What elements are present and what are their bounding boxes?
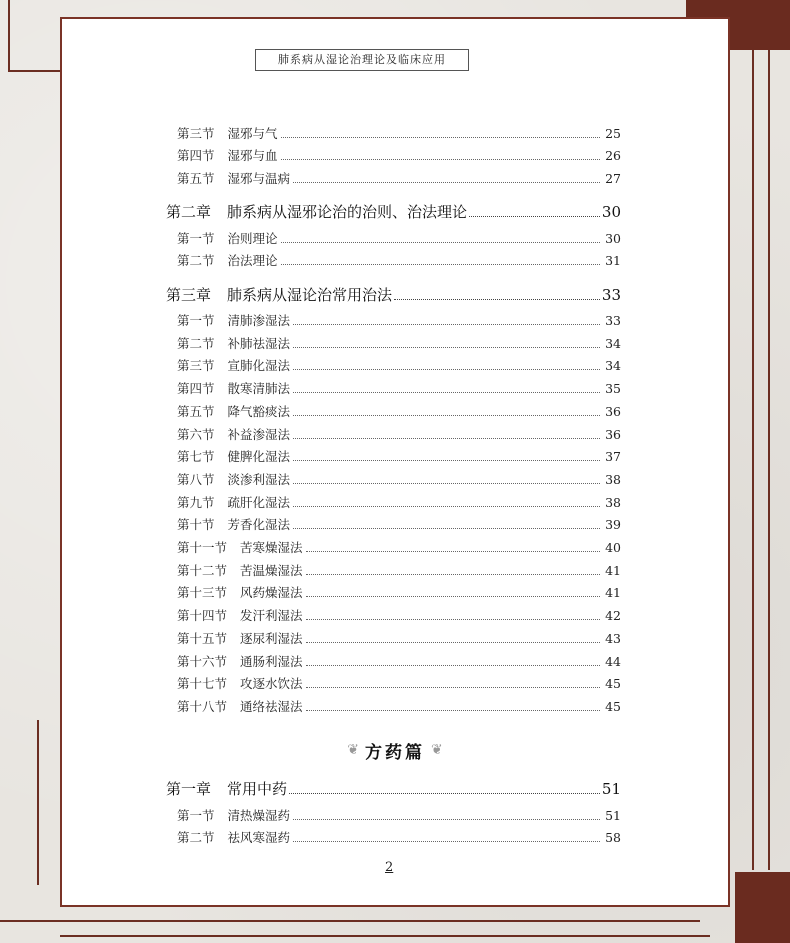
toc-leader-dots xyxy=(293,528,600,529)
toc-chapter-row xyxy=(166,778,621,799)
toc-entry-title: 淡渗利湿法 xyxy=(227,471,291,487)
toc-section-row xyxy=(177,561,621,579)
toc-leader-dots xyxy=(293,460,600,461)
toc-leader-dots xyxy=(306,596,600,597)
toc-section-number: 第十四节 xyxy=(177,608,228,624)
toc-section-row xyxy=(177,652,621,670)
toc-entry-title: 风药燥湿法 xyxy=(240,585,303,601)
toc-section-row xyxy=(177,146,621,164)
toc-leader-dots xyxy=(281,137,600,138)
toc-section-row xyxy=(177,806,621,824)
toc-entry-title: 逐尿利湿法 xyxy=(240,630,303,646)
toc-section-number: 第十三节 xyxy=(177,585,228,601)
toc-entry-title: 补肺祛湿法 xyxy=(227,335,291,351)
toc-section-number: 第十五节 xyxy=(177,630,228,646)
part-title: 方药篇 xyxy=(365,742,425,763)
toc-section-number: 第六节 xyxy=(177,426,215,442)
toc-leader-dots xyxy=(293,841,600,842)
toc-leader-dots xyxy=(293,483,600,484)
toc-section-number: 第五节 xyxy=(177,403,215,419)
toc-leader-dots xyxy=(469,216,600,217)
toc-page-number: 31 xyxy=(605,253,621,268)
toc-section-number: 第四节 xyxy=(177,148,215,163)
toc-section-number: 第十八节 xyxy=(177,698,228,714)
toc-section-number: 第三章 xyxy=(166,286,212,304)
toc-entry-title: 清热燥湿药 xyxy=(227,808,291,823)
toc-leader-dots xyxy=(281,242,600,243)
frame-line-right-vertical xyxy=(752,50,754,870)
toc-section-number: 第三节 xyxy=(177,126,215,141)
toc-section-row xyxy=(177,124,621,142)
toc-page-number: 30 xyxy=(601,203,621,221)
toc-section-row xyxy=(177,538,621,556)
toc-section-row xyxy=(177,334,621,352)
toc-leader-dots xyxy=(306,551,600,552)
toc-section-number: 第九节 xyxy=(177,494,215,510)
toc-page-number: 36 xyxy=(605,426,621,442)
toc-leader-dots xyxy=(306,574,600,575)
toc-section-row xyxy=(177,402,621,420)
toc-section-number: 第一节 xyxy=(177,808,215,823)
toc-page-number: 35 xyxy=(605,381,621,397)
toc-section-row xyxy=(177,425,621,443)
toc-entry-title: 治法理论 xyxy=(227,253,278,268)
toc-section-number: 第一节 xyxy=(177,313,215,328)
toc-section-number: 第十六节 xyxy=(177,653,228,669)
flourish-right-icon: ❦ xyxy=(431,742,443,758)
toc-entry-title: 肺系病从湿论治常用治法 xyxy=(227,286,393,304)
toc-section-row xyxy=(177,251,621,269)
frame-line-right-vertical-2 xyxy=(768,50,770,870)
toc-leader-dots xyxy=(394,299,600,300)
toc-entry-title: 疏肝化湿法 xyxy=(227,494,291,510)
toc-section-number: 第二节 xyxy=(177,830,215,845)
frame-line-bottom-horizontal xyxy=(0,920,700,922)
toc-page-number: 34 xyxy=(605,335,621,351)
toc-page-number: 33 xyxy=(605,313,621,328)
toc-page-number: 25 xyxy=(605,126,621,141)
frame-line-bottom-horizontal-2 xyxy=(60,935,710,937)
toc-leader-dots xyxy=(306,687,600,688)
toc-page-number: 36 xyxy=(605,403,621,419)
toc-section-row xyxy=(177,697,621,715)
toc-leader-dots xyxy=(293,438,600,439)
toc-leader-dots xyxy=(306,665,600,666)
toc-leader-dots xyxy=(289,793,600,794)
toc-chapter-row xyxy=(166,201,621,222)
toc-page-number: 41 xyxy=(605,585,621,601)
toc-page-number: 26 xyxy=(605,148,621,163)
toc-entry-title: 治则理论 xyxy=(227,231,278,246)
toc-leader-dots xyxy=(293,415,600,416)
toc-page-number: 51 xyxy=(601,780,621,798)
part-heading xyxy=(330,736,460,764)
toc-leader-dots xyxy=(293,819,600,820)
toc-leader-dots xyxy=(293,182,600,183)
toc-entry-title: 苦寒燥湿法 xyxy=(240,540,303,555)
toc-entry-title: 清肺渗湿法 xyxy=(227,313,291,328)
toc-section-row xyxy=(177,629,621,647)
toc-leader-dots xyxy=(281,159,600,160)
toc-section-row xyxy=(177,493,621,511)
toc-leader-dots xyxy=(293,506,600,507)
toc-entry-title: 散寒清肺法 xyxy=(227,381,291,397)
toc-section-number: 第十七节 xyxy=(177,676,228,692)
toc-section-number: 第二节 xyxy=(177,253,215,268)
toc-entry-title: 降气豁痰法 xyxy=(227,403,291,419)
toc-page-number: 44 xyxy=(605,653,621,669)
toc-entry-title: 常用中药 xyxy=(227,780,288,798)
toc-section-number: 第一节 xyxy=(177,231,215,246)
toc-entry-title: 攻逐水饮法 xyxy=(240,676,303,692)
toc-page-number: 27 xyxy=(605,171,621,186)
toc-section-number: 第一章 xyxy=(166,780,212,798)
toc-section-number: 第十一节 xyxy=(177,540,228,555)
toc-entry-title: 湿邪与气 xyxy=(227,126,278,141)
toc-entry-title: 湿邪与温病 xyxy=(227,171,291,186)
toc-section-row xyxy=(177,606,621,624)
toc-page-number: 45 xyxy=(605,698,621,714)
toc-section-row xyxy=(177,470,621,488)
toc-page-number: 30 xyxy=(605,231,621,246)
toc-section-row xyxy=(177,515,621,533)
toc-leader-dots xyxy=(306,619,600,620)
toc-section-number: 第三节 xyxy=(177,358,215,374)
toc-section-number: 第四节 xyxy=(177,381,215,397)
toc-section-row xyxy=(177,379,621,397)
toc-section-row xyxy=(177,828,621,846)
toc-entry-title: 苦温燥湿法 xyxy=(240,562,303,578)
toc-section-row xyxy=(177,447,621,465)
toc-section-row xyxy=(177,229,621,247)
toc-section-number: 第二章 xyxy=(166,203,212,221)
toc-section-number: 第八节 xyxy=(177,471,215,487)
toc-entry-title: 健脾化湿法 xyxy=(227,449,291,465)
toc-page-number: 38 xyxy=(605,494,621,510)
toc-section-number: 第二节 xyxy=(177,335,215,351)
toc-leader-dots xyxy=(293,347,600,348)
toc-entry-title: 芳香化湿法 xyxy=(227,517,291,533)
running-header: 肺系病从湿论治理论及临床应用 xyxy=(255,49,469,71)
toc-page-number: 42 xyxy=(605,608,621,624)
frame-line-left-bottom-vertical xyxy=(37,720,39,885)
toc-page-number: 34 xyxy=(605,358,621,374)
toc-entry-title: 肺系病从湿邪论治的治则、治法理论 xyxy=(227,203,468,221)
toc-section-number: 第十节 xyxy=(177,517,215,533)
toc-entry-title: 宣肺化湿法 xyxy=(227,358,291,374)
corner-block-bottom-right xyxy=(735,872,790,943)
toc-entry-title: 通肠利湿法 xyxy=(240,653,303,669)
toc-page-number: 37 xyxy=(605,449,621,465)
frame-line-left-vertical xyxy=(8,0,10,72)
toc-section-row xyxy=(177,311,621,329)
toc-leader-dots xyxy=(293,369,600,370)
toc-page-number: 41 xyxy=(605,562,621,578)
toc-leader-dots xyxy=(306,710,600,711)
toc-section-number: 第七节 xyxy=(177,449,215,465)
toc-leader-dots xyxy=(293,324,600,325)
toc-page-number: 43 xyxy=(605,630,621,646)
toc-section-row xyxy=(177,169,621,187)
toc-section-row xyxy=(177,674,621,692)
toc-entry-title: 湿邪与血 xyxy=(227,148,278,163)
toc-leader-dots xyxy=(306,642,600,643)
toc-section-row xyxy=(177,356,621,374)
toc-page-number: 45 xyxy=(605,676,621,692)
toc-entry-title: 发汗利湿法 xyxy=(240,608,303,624)
toc-section-number: 第五节 xyxy=(177,171,215,186)
toc-page-number: 40 xyxy=(605,540,621,555)
toc-entry-title: 祛风寒湿药 xyxy=(227,830,291,845)
page-number: 2 xyxy=(385,860,394,875)
toc-page-number: 39 xyxy=(605,517,621,533)
toc-page-number: 58 xyxy=(605,830,621,845)
toc-page-number: 51 xyxy=(605,808,621,823)
toc-section-row xyxy=(177,583,621,601)
toc-page-number: 38 xyxy=(605,471,621,487)
toc-leader-dots xyxy=(281,264,600,265)
toc-page-number: 33 xyxy=(601,286,621,304)
toc-chapter-row xyxy=(166,284,621,305)
toc-entry-title: 补益渗湿法 xyxy=(227,426,291,442)
flourish-left-icon: ❦ xyxy=(347,742,359,758)
toc-leader-dots xyxy=(293,392,600,393)
toc-section-number: 第十二节 xyxy=(177,562,228,578)
toc-entry-title: 通络祛湿法 xyxy=(240,698,303,714)
